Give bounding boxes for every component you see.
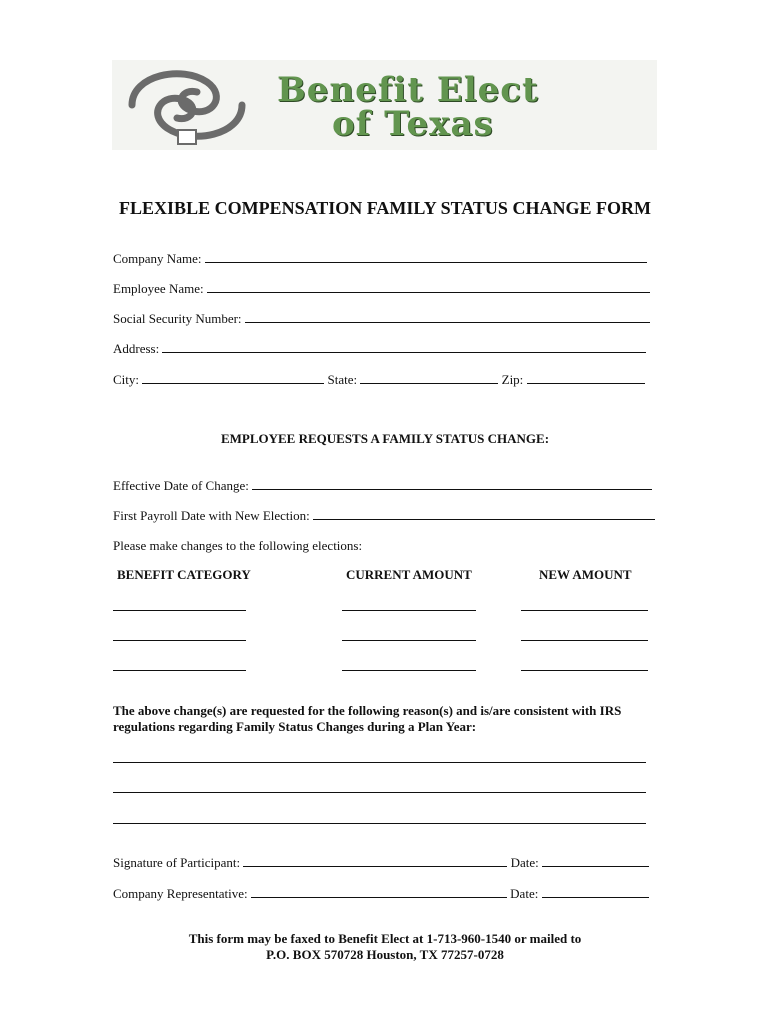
first-payroll-date-label: First Payroll Date with New Election: [113,508,310,523]
address-field[interactable] [113,340,646,357]
reason-blank-1[interactable] [113,762,646,763]
section-heading: EMPLOYEE REQUESTS A FAMILY STATUS CHANGE: [220,431,550,446]
effective-date-label: Effective Date of Change: [113,478,249,493]
footer-line1: This form may be faxed to Benefit Elect at 1-713-960-1540 or mailed to [188,931,582,946]
benefit-category-blank-1[interactable] [113,610,246,611]
participant-signature-line[interactable] [243,854,507,867]
footer-instructions [0,931,770,963]
elections-intro: Please make changes to the following elections: [113,538,363,553]
ssn-field[interactable] [113,310,650,327]
benefit-category-blank-3[interactable] [113,670,246,671]
representative-signature-line[interactable] [251,885,507,898]
benefit-category-blank-2[interactable] [113,640,246,641]
new-amount-blank-1[interactable] [521,610,648,611]
employee-name-line[interactable] [207,280,650,293]
address-line[interactable] [162,340,646,353]
company-name-field[interactable] [113,250,647,267]
logo-text-line2: of Texas [332,104,494,144]
company-name-line[interactable] [205,250,647,263]
representative-signature-row[interactable] [113,885,649,902]
effective-date-field[interactable] [113,477,652,494]
city-line[interactable] [142,371,324,384]
company-name-label: Company Name: [113,251,202,266]
city-state-zip-row[interactable] [113,371,645,388]
form-title: FLEXIBLE COMPENSATION FAMILY STATUS CHANGE FORM [119,198,651,218]
state-line[interactable] [360,371,498,384]
address-label: Address: [113,341,160,356]
new-amount-blank-2[interactable] [521,640,648,641]
logo-text-line1: Benefit Elect [277,70,539,110]
participant-date-label: Date: [510,855,539,870]
column-new-amount: NEW AMOUNT [539,567,632,582]
column-current-amount: CURRENT AMOUNT [346,567,472,582]
swirl-logo-icon [112,60,262,150]
current-amount-blank-3[interactable] [342,670,476,671]
reason-statement: The above change(s) are requested for the following reason(s) and is/are consistent with IRS regulations regarding Family Status Changes during a Plan Year: [113,703,622,734]
participant-signature-row[interactable] [113,854,649,871]
first-payroll-date-line[interactable] [313,507,655,520]
effective-date-line[interactable] [252,477,652,490]
reason-blank-2[interactable] [113,792,646,793]
participant-signature-label: Signature of Participant: [113,855,241,870]
new-amount-blank-3[interactable] [521,670,648,671]
ssn-line[interactable] [245,310,650,323]
employee-name-field[interactable] [113,280,650,297]
employee-name-label: Employee Name: [113,281,204,296]
representative-signature-label: Company Representative: [113,886,248,901]
city-label: City: [113,372,140,387]
current-amount-blank-1[interactable] [342,610,476,611]
first-payroll-date-field[interactable] [113,507,655,524]
ssn-label: Social Security Number: [113,311,242,326]
zip-line[interactable] [527,371,645,384]
column-benefit-category: BENEFIT CATEGORY [117,567,251,582]
company-logo [112,60,657,150]
representative-date-line[interactable] [542,885,649,898]
zip-label: Zip: [501,372,524,387]
state-label: State: [327,372,358,387]
representative-date-label: Date: [510,886,539,901]
current-amount-blank-2[interactable] [342,640,476,641]
footer-line2: P.O. BOX 570728 Houston, TX 77257-0728 [266,947,504,962]
reason-blank-3[interactable] [113,823,646,824]
participant-date-line[interactable] [542,854,649,867]
